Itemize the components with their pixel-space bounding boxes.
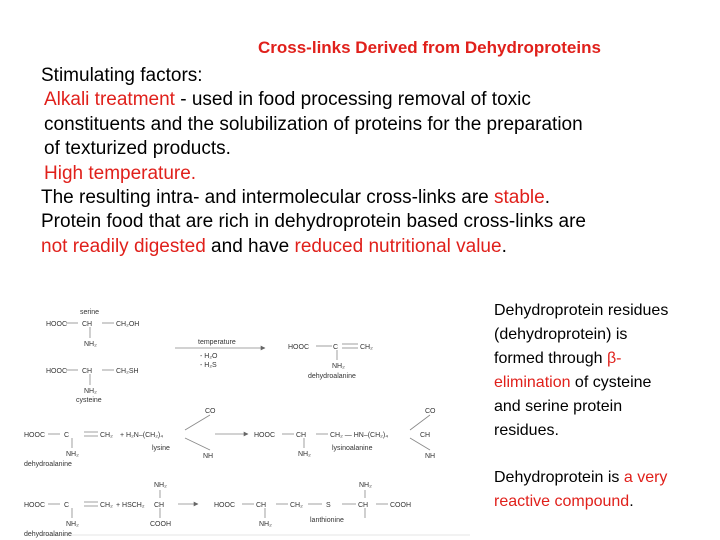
nh2-text: NH₂ <box>66 451 79 458</box>
co-text: CO <box>205 408 216 415</box>
resulting-post: . <box>544 187 550 209</box>
nh2-text: NH₂ <box>154 482 167 489</box>
stimulating-label: Stimulating factors: <box>41 65 203 86</box>
nh2-text: NH₂ <box>84 341 97 348</box>
ch-text: CH <box>296 432 307 439</box>
ch-text: CH <box>358 502 369 509</box>
side-line: of cysteine <box>570 374 652 391</box>
cooh-text: COOH <box>150 521 171 528</box>
ch2oh-text: CH₂OH <box>116 321 140 328</box>
ch2sh-text: CH₂SH <box>116 368 139 375</box>
minus-h2s-text: - H₂S <box>200 362 217 369</box>
ch2-text: CH₂ <box>360 344 373 351</box>
hooc-text: HOOC <box>24 432 45 439</box>
cysteine-label: cysteine <box>76 397 102 404</box>
side-note-reactivity <box>494 466 716 514</box>
lysinoalanine-label: lysinoalanine <box>332 445 373 452</box>
stable-word: stable <box>494 187 545 209</box>
dehydroalanine-label: dehydroalanine <box>24 531 72 538</box>
alkali-rest-1: - used in food processing removal of toxic <box>174 89 531 111</box>
high-temperature: High temperature. <box>44 162 197 184</box>
hooc-text: HOOC <box>46 321 67 328</box>
alkali-treatment: Alkali treatment <box>44 89 175 111</box>
nh2-text: NH₂ <box>84 388 97 395</box>
temperature-label: temperature <box>198 339 236 346</box>
lanthionine-label: lanthionine <box>310 517 344 524</box>
serine-label: serine <box>80 309 100 316</box>
hsch2-text: + HSCH₂ <box>116 502 145 509</box>
main-text <box>41 64 714 259</box>
ch-text: CH <box>420 432 431 439</box>
dehydroalanine-label: dehydroalanine <box>24 461 72 468</box>
nh2-text: NH₂ <box>66 521 79 528</box>
slide-title: Cross-links Derived from Dehydroproteins <box>258 38 601 57</box>
alkali-rest-3: of texturized products. <box>44 138 231 160</box>
hooc-text: HOOC <box>214 502 235 509</box>
hooc-text: HOOC <box>288 344 309 351</box>
side-line: formed through <box>494 350 607 367</box>
nh-text: NH <box>425 453 436 460</box>
ch2-text: CH₂ <box>290 502 303 509</box>
minus-h2o-text: - H₂O <box>200 353 218 360</box>
nh2-text: NH₂ <box>259 521 272 528</box>
ch-text: CH <box>82 321 93 328</box>
elimination-word: elimination <box>494 374 571 391</box>
nh2-text: NH₂ <box>359 482 372 489</box>
cooh-text: COOH <box>390 502 411 509</box>
side-line: and serine protein <box>494 398 623 415</box>
side-note-formation <box>494 299 716 443</box>
side-line: . <box>629 493 634 510</box>
side-line: (dehydroprotein) is <box>494 326 628 343</box>
nh2-text: NH₂ <box>332 363 345 370</box>
dehydroalanine-label: dehydroalanine <box>308 373 356 380</box>
c-text: C <box>333 344 339 351</box>
side-line: Dehydroprotein is <box>494 469 624 486</box>
ch2-text: CH₂ <box>100 502 113 509</box>
s-text: S <box>326 502 331 509</box>
alkali-rest-2: constituents and the solubilization of proteins for the preparation <box>44 113 583 135</box>
nh-text: NH <box>203 453 214 460</box>
lysine-label: lysine <box>152 445 170 452</box>
not-readily-digested: not readily digested <box>41 235 206 257</box>
ch-text: CH <box>256 502 267 509</box>
lysine-amine-text: + H₂N–(CH₂)₄ <box>120 432 164 439</box>
hooc-text: HOOC <box>24 502 45 509</box>
c-text: C <box>64 502 70 509</box>
a-very-word: a very <box>623 469 668 486</box>
hooc-text: HOOC <box>254 432 275 439</box>
side-line: Dehydroprotein residues <box>494 302 669 319</box>
final-period: . <box>501 235 507 257</box>
side-line: residues. <box>494 422 559 439</box>
nh2-text: NH₂ <box>298 451 311 458</box>
hooc-text: HOOC <box>46 368 67 375</box>
co-text: CO <box>425 408 436 415</box>
beta-symbol: β- <box>606 350 622 367</box>
ch-text: CH <box>82 368 93 375</box>
ch-text: CH <box>154 502 165 509</box>
ch2-text: CH₂ <box>100 432 113 439</box>
reaction-scheme <box>20 300 490 540</box>
reduced-nutritional-value: reduced nutritional value <box>294 235 502 257</box>
protein-line: Protein food that are rich in dehydroprotein based cross-links are <box>41 211 586 233</box>
ch2-hn-text: CH₂ — HN–(CH₂)₄ <box>330 432 389 439</box>
resulting-pre: The resulting intra- and intermolecular cross-links are <box>41 187 495 209</box>
c-text: C <box>64 432 70 439</box>
reactive-compound: reactive compound <box>494 493 630 510</box>
and-have: and have <box>205 235 295 257</box>
